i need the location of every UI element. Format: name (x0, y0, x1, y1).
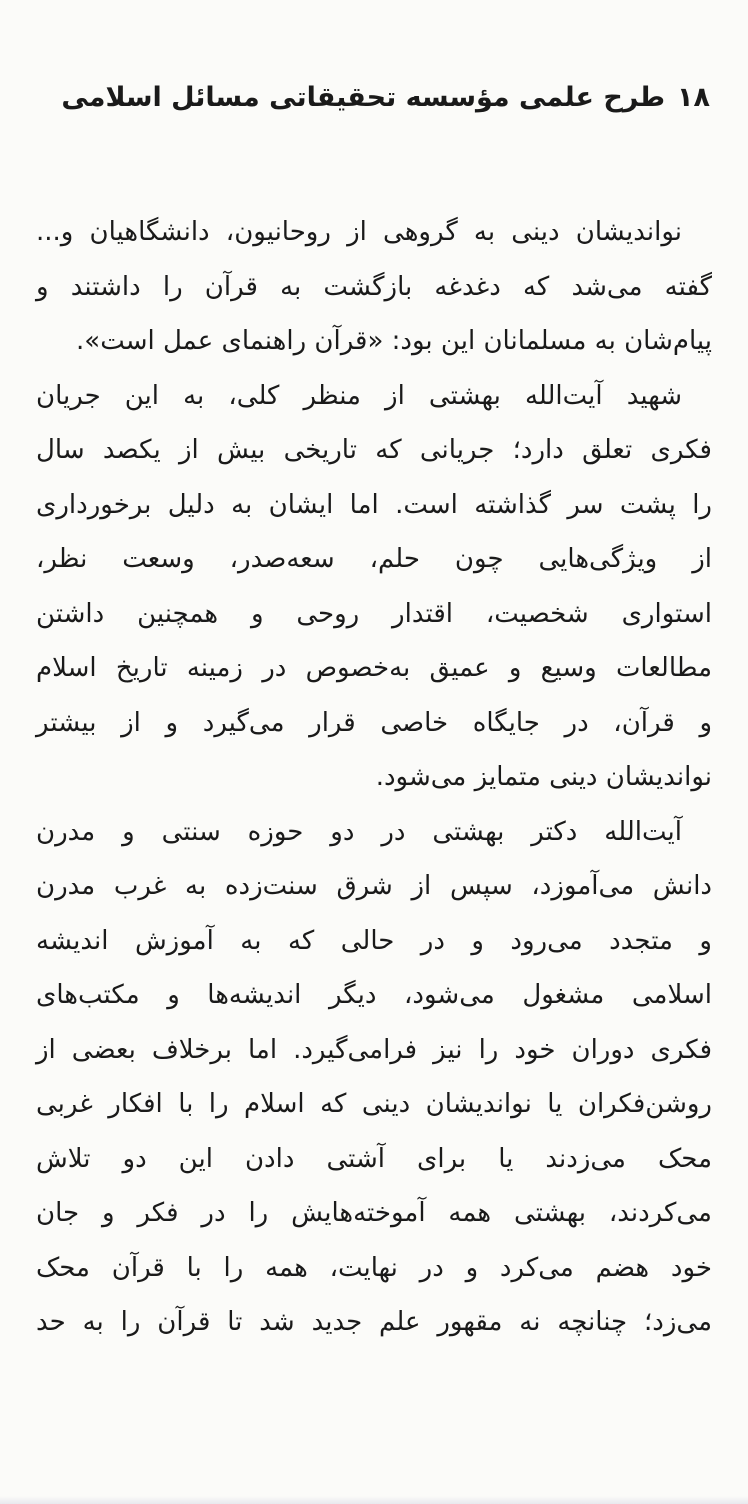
page-number: ۱۸ (677, 82, 710, 113)
running-header (61, 78, 710, 118)
text-line: فکری تعلق دارد؛ جریانی که تاریخی بیش از یکصد سال (36, 435, 712, 465)
text-line: اسلامی مشغول می‌شود، دیگر اندیشه‌ها و مکتب‌های (36, 980, 712, 1010)
text-line: و قرآن، در جایگاه خاصی قرار می‌گیرد و از بیشتر (36, 707, 712, 738)
text-line: دانش می‌آموزد، سپس از شرق سنت‌زده به غرب مدرن (36, 871, 712, 901)
paragraph-1 (36, 205, 712, 369)
text-line: فکری دوران خود را نیز فرامی‌گیرد. اما برخلاف بعضی از (36, 1034, 712, 1065)
text-line: و متجدد می‌رود و در حالی که به آموزش اندیشه (36, 925, 712, 956)
text-line: می‌کردند، بهشتی همه آموخته‌هایش را در فکر و جان (36, 1198, 712, 1228)
body-text (36, 205, 712, 1350)
text-line: نواندیشان دینی به گروهی از روحانیون، دانشگاهیان و... (36, 217, 682, 247)
text-line: محک می‌زدند یا برای آشتی دادن این دو تلاش (36, 1143, 712, 1174)
text-line: آیت‌الله دکتر بهشتی در دو حوزه سنتی و مدرن (36, 816, 682, 847)
text-line: گفته می‌شد که دغدغه بازگشت به قرآن را داشتند و (36, 271, 712, 302)
text-line: را پشت سر گذاشته است. اما ایشان به دلیل برخورداری (36, 489, 712, 520)
text-line: استواری شخصیت، اقتدار روحی و همچنین داشتن (36, 598, 712, 629)
text-line: شهید آیت‌الله بهشتی از منظر کلی، به این جریان (36, 380, 682, 411)
text-line: مطالعات وسیع و عمیق به‌خصوص در زمینه تاریخ اسلام (36, 653, 712, 683)
text-line: نواندیشان دینی متمایز می‌شود. (375, 762, 712, 792)
text-line: روشن‌فکران یا نواندیشان دینی که اسلام را با افکار غربی (36, 1089, 712, 1119)
text-line: می‌زد؛ چنانچه نه مقهور علم جدید شد تا قرآن را به حد (36, 1307, 712, 1337)
running-title: طرح علمی مؤسسه تحقیقاتی مسائل اسلامی (61, 82, 666, 113)
paragraph-3 (36, 805, 712, 1350)
text-line: پیام‌شان به مسلمانان این بود: «قرآن راهنمای عمل است». (76, 326, 712, 356)
page-bottom-edge (0, 1496, 748, 1504)
text-line: خود هضم می‌کرد و در نهایت، همه را با قرآن محک (36, 1252, 712, 1283)
paragraph-2 (36, 369, 712, 805)
text-line: از ویژگی‌هایی چون حلم، سعه‌صدر، وسعت نظر، (36, 544, 712, 574)
